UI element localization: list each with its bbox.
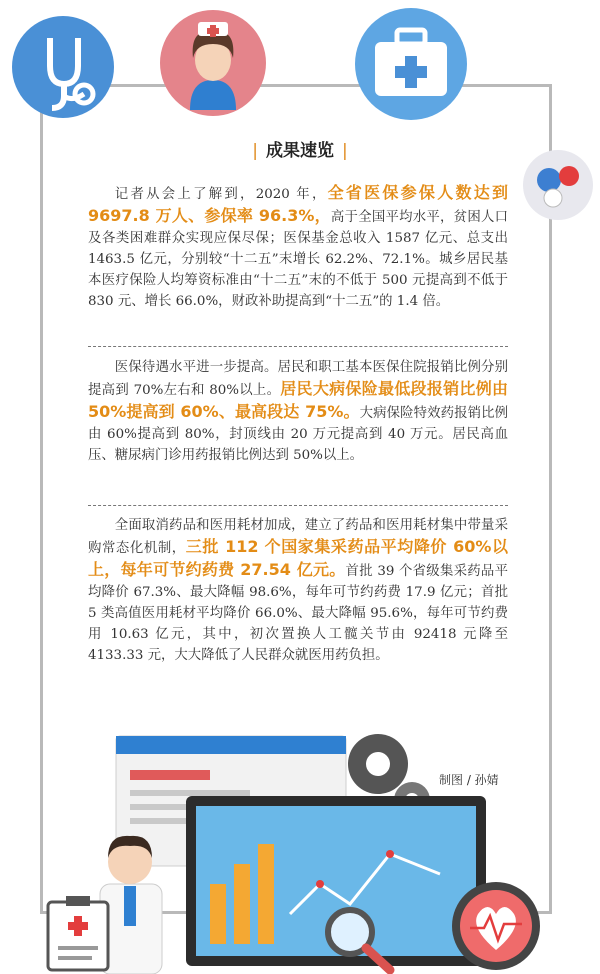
paragraph-reimbursement: 医保待遇水平进一步提高。居民和职工基本医保住院报销比例分别提高到 70%左右和 80%以上。居民大病保险最低段报销比例由 50%提高到 60%、最高段达 75%。大病保险特效药报销比例由 60%提高到 80%，封顶线由 20 万元提高到 40 万元。居民高血压、糖尿病门诊用药报销比例达到 50%以上。 [88, 360, 508, 463]
divider [88, 505, 508, 506]
highlight-reimbursement: 居民大病保险最低段报销比例由 50%提高到 60%、最高段达 75%。 [88, 379, 508, 421]
credit: 制图 / 孙婧 [439, 773, 499, 787]
first-aid-kit-icon [355, 8, 467, 120]
stethoscope-icon [12, 16, 114, 118]
paragraph-procurement: 全面取消药品和医用耗材加成，建立了药品和医用耗材集中带量采购常态化机制，三批 112 个国家集采药品平均降价 60%以上，每年可节约药费 27.54 亿元。首批 39 个省级集采药品平均降价 67.3%、最大降幅 98.6%，每年可节约药费 17.9 亿元；首批 5 类高值医用耗材平均降价 66.0%、最大降幅 95.6%，每年可节约费用 10.63 亿元，其中，初次置换人工髋关节由 92418 元降至 4133.33 元，大大降低了人民群众就医用药负担。 [88, 518, 508, 663]
divider [88, 346, 508, 347]
nurse-icon [160, 10, 266, 116]
title-text: 成果速览 [266, 141, 334, 161]
heart-rate-icon [452, 882, 540, 970]
highlight-enrollment: 全省医保参保人数达到 9697.8 万人、参保率 96.3%， [88, 183, 508, 225]
doctor-icon [100, 836, 162, 966]
highlight-procurement: 三批 112 个国家集采药品平均降价 60%以上，每年可节约药费 27.54 亿元。 [88, 537, 508, 579]
paragraph-enrollment: 记者从会上了解到，2020 年，全省医保参保人数达到 9697.8 万人、参保率 96.3%，高于全国平均水平，贫困人口及各类困难群众实现应保尽保；医保基金总收入 1587 亿元、总支出 1463.5 亿元，分别较“十二五”末增长 62.2%、72.1%。城乡居民基本医疗保险人均筹资标准由“十二五”末的不低于 500 元提高到不低于 830 元、增长 66.0%，财政补助提高到“十二五”的 1.4 倍。 [88, 183, 508, 309]
section-title: | 成果速览 | [252, 141, 348, 161]
